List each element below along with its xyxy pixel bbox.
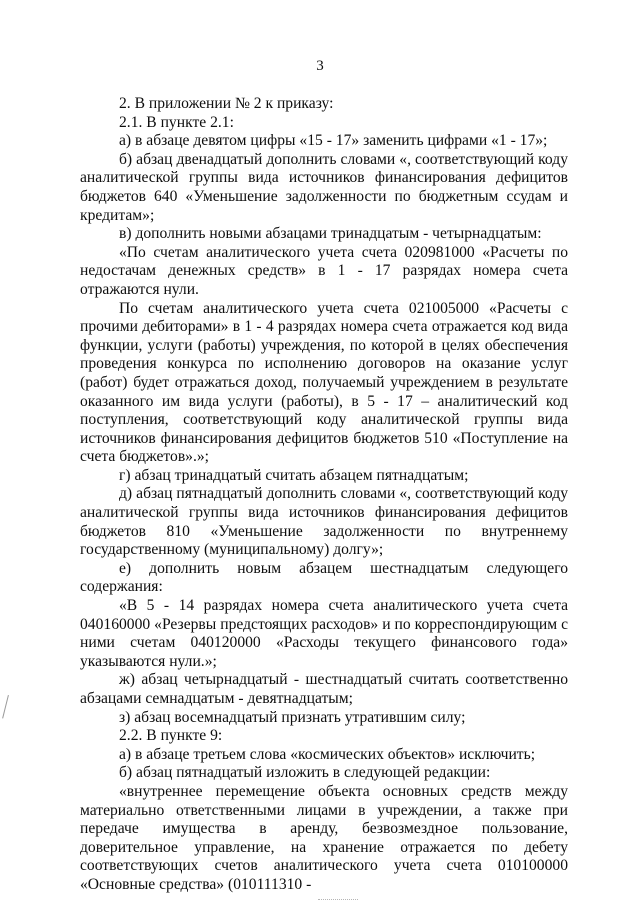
paragraph-quote-021005000: По счетам аналитического учета счета 021005000 «Расчеты с прочими дебиторами» в 1 - 4 разрядах номера счета отражается код вида функции, услуги (работы) учреждения, по которой в целях обеспечения проведения конкурса по исполнению договоров на оказание услуг (работ) будет отражаться доход, получаемый учреждением в результате оказанного им вида услуги (работы), в 5 - 17 – аналитический код поступления, соответствующий коду аналитической группы вида источников финансирования дефицитов бюджетов 510 «Поступление на счета бюджетов».»; (80, 299, 568, 466)
paragraph-subitem-b: б) абзац двенадцатый дополнить словами «, соответствующий коду аналитической группы вида источников финансирования дефицитов бюджетов 640 «Уменьшение задолженности по бюджетным ссудам и кредитам»; (80, 150, 568, 224)
paragraph-subitem-e: е) дополнить новым абзацем шестнадцатым следующего содержания: (80, 559, 568, 596)
paragraph-subitem-b-2: б) абзац пятнадцатый изложить в следующей редакции: (119, 764, 491, 782)
page-number: 3 (316, 58, 324, 74)
paragraph-subitem-d: д) абзац пятнадцатый дополнить словами «, соответствующий коду аналитической группы вида источников финансирования дефицитов бюджетов 810 «Уменьшение задолженности по внутреннему государственному (муниципальному) долгу»; (80, 485, 568, 559)
paragraph-quote-040160000: «В 5 - 14 разрядах номера счета аналитического учета счета 040160000 «Резервы предстоящих расходов» и по корреспондирующим с ними счетам 040120000 «Расходы текущего финансового года» указываются нули.»; (80, 597, 568, 670)
paragraph-quote-internal-transfer: «внутреннее перемещение объекта основных средств между материально ответственными лицами в учреждении, а также при передаче имущества в аренду, безвозмездное пользование, доверительное управление, на хранение отражается по дебету соответствующих счетов аналитического учета счета 010100000 «Основные средства» (010111310 - (80, 782, 568, 893)
paragraph-item-2-1: 2.1. В пункте 2.1: (119, 113, 234, 131)
paragraph-item-2-2: 2.2. В пункте 9: (119, 727, 223, 745)
paragraph-subitem-zh: ж) абзац четырнадцатый - шестнадцатый считать соответственно абзацами семнадцатым - девятнадцатым; (80, 671, 568, 707)
paragraph-section-2: 2. В приложении № 2 к приказу: (119, 95, 334, 112)
paragraph-subitem-a: а) в абзаце девятом цифры «15 - 17» заменить цифрами «1 - 17»; (119, 132, 548, 150)
paragraph-quote-020981000: «По счетам аналитического учета счета 020981000 «Расчеты по недостачам денежных средств» в 1 - 17 разрядах номера счета отражаются нули. (80, 243, 568, 298)
paragraph-subitem-v: в) дополнить новыми абзацами тринадцатым - четырнадцатым: (119, 225, 542, 243)
paragraph-subitem-z: з) абзац восемнадцатый признать утратившим силу; (119, 708, 466, 726)
paragraph-subitem-g: г) абзац тринадцатый считать абзацем пятнадцатым; (119, 466, 469, 484)
scan-mark (2, 695, 11, 719)
document-body (80, 95, 568, 895)
paragraph-subitem-a-2: а) в абзаце третьем слова «космических объектов» исключить; (119, 745, 536, 763)
scan-dots (318, 899, 358, 901)
